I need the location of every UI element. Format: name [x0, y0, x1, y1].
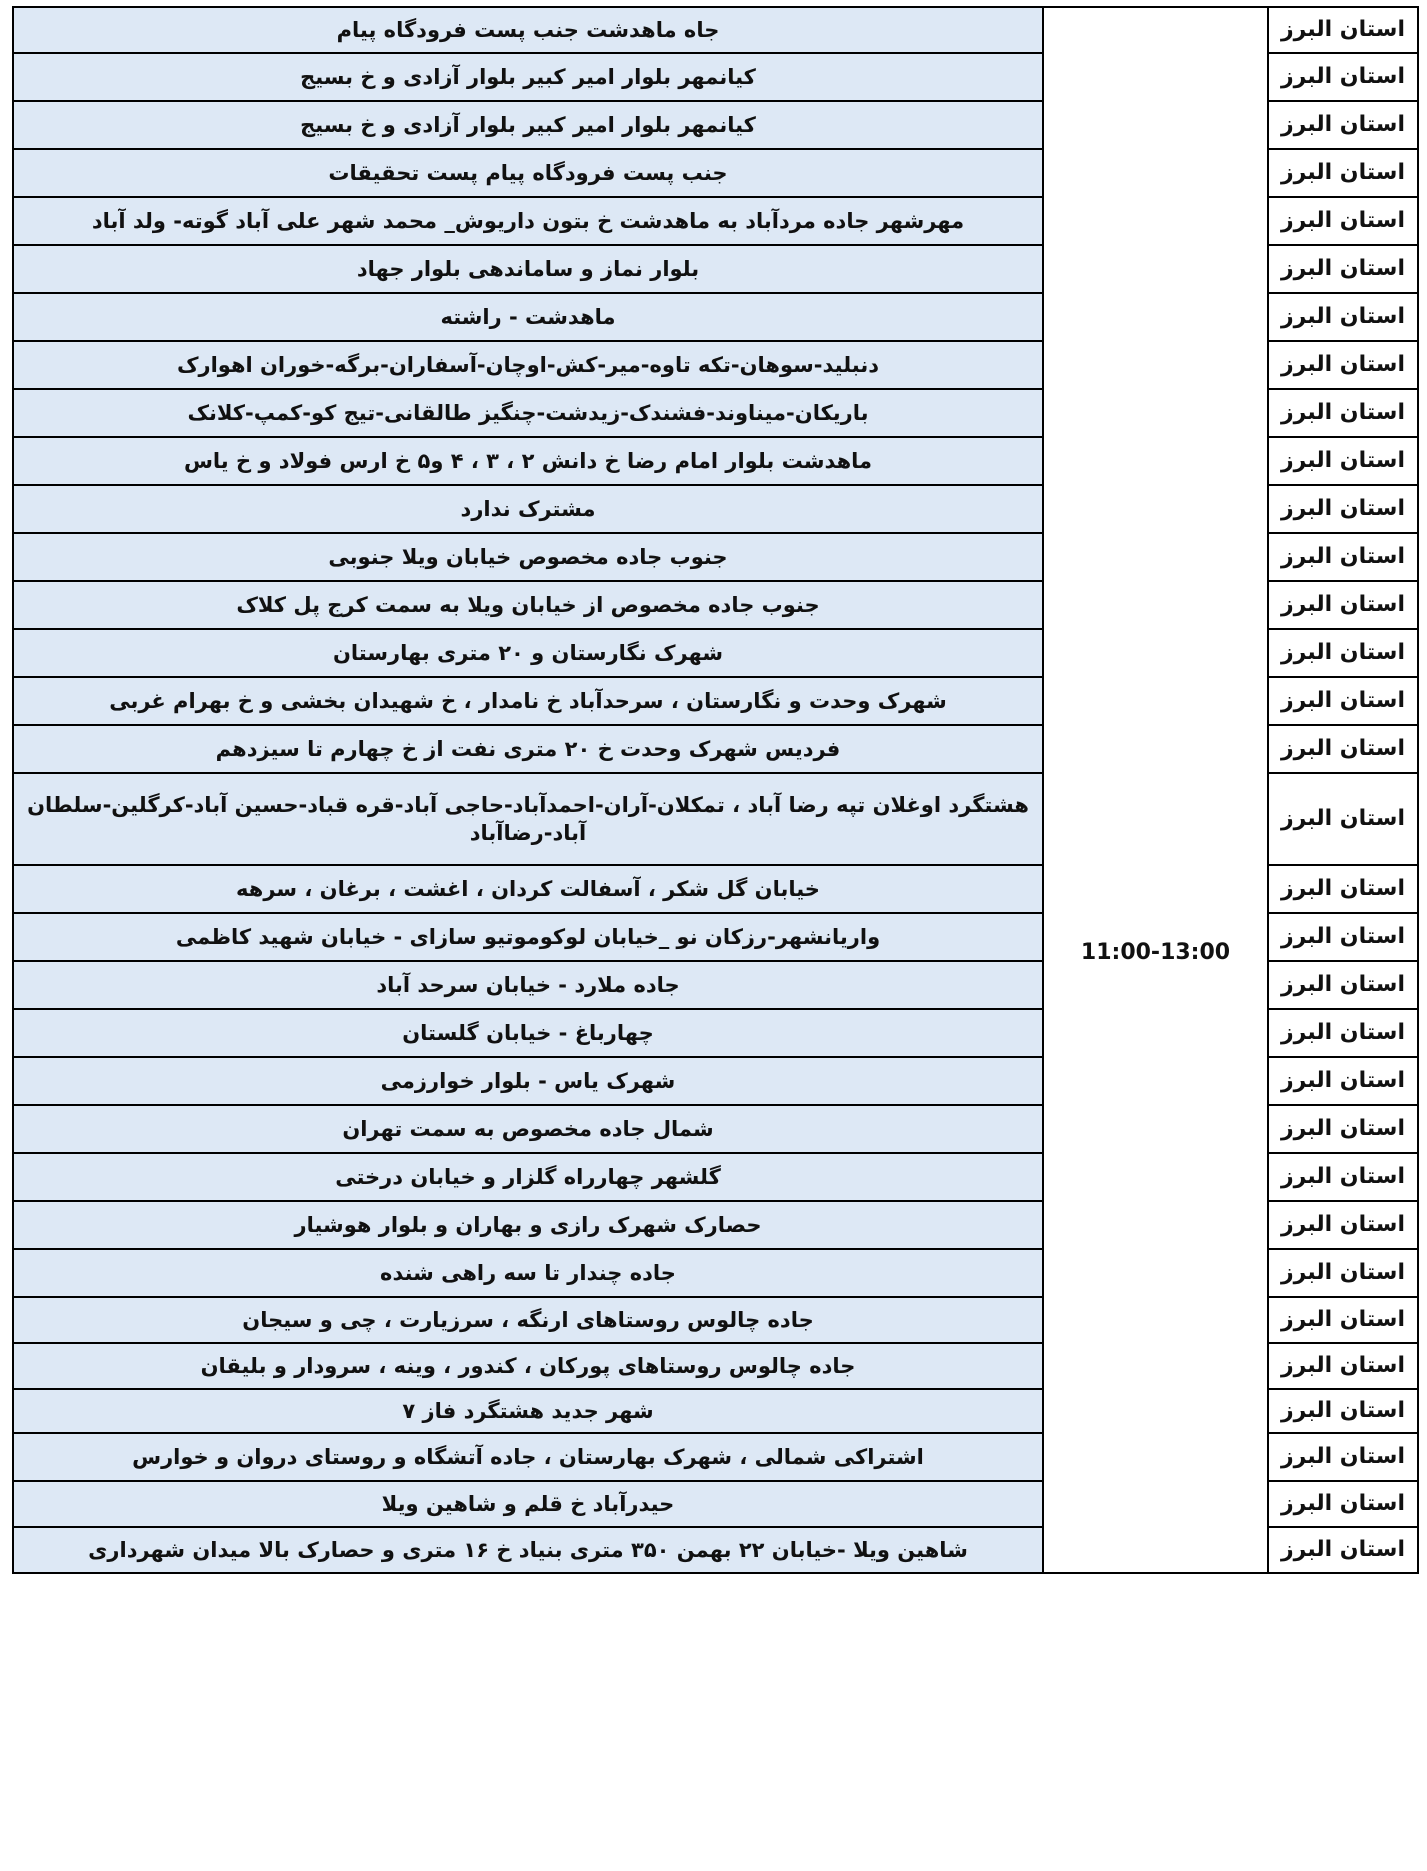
- area-cell: جاده چالوس روستاهای پورکان ، کندور ، وینه ، سرودار و بلیقان: [13, 1343, 1043, 1389]
- province-cell: استان البرز: [1268, 1105, 1418, 1153]
- area-cell: شهرک وحدت و نگارستان ، سرحدآباد خ نامدار ، خ شهیدان بخشی و خ بهرام غربی: [13, 677, 1043, 725]
- area-cell: خیابان گل شکر ، آسفالت کردان ، اغشت ، برغان ، سرهه: [13, 865, 1043, 913]
- area-cell: کیانمهر بلوار امیر کبیر بلوار آزادی و خ بسیج: [13, 53, 1043, 101]
- area-cell: جنب پست فرودگاه پیام پست تحقیقات: [13, 149, 1043, 197]
- area-cell: فردیس شهرک وحدت خ ۲۰ متری نفت از خ چهارم تا سیزدهم: [13, 725, 1043, 773]
- province-cell: استان البرز: [1268, 293, 1418, 341]
- area-cell: جاه ماهدشت جنب پست فرودگاه پیام: [13, 7, 1043, 53]
- area-cell: ماهدشت - راشته: [13, 293, 1043, 341]
- province-cell: استان البرز: [1268, 725, 1418, 773]
- province-cell: استان البرز: [1268, 197, 1418, 245]
- province-cell: استان البرز: [1268, 581, 1418, 629]
- area-cell: باریکان-میناوند-فشندک-زیدشت-چنگیز طالقانی-تیج کو-کمپ-کلانک: [13, 389, 1043, 437]
- province-cell: استان البرز: [1268, 1057, 1418, 1105]
- province-cell: استان البرز: [1268, 1249, 1418, 1297]
- area-cell: شهرک یاس - بلوار خوارزمی: [13, 1057, 1043, 1105]
- area-cell: مهرشهر جاده مردآباد به ماهدشت خ بتون داریوش_ محمد شهر علی آباد گوته- ولد آباد: [13, 197, 1043, 245]
- province-cell: استان البرز: [1268, 1527, 1418, 1573]
- province-cell: استان البرز: [1268, 1153, 1418, 1201]
- table-row: [13, 7, 1418, 53]
- area-cell: شمال جاده مخصوص به سمت تهران: [13, 1105, 1043, 1153]
- province-cell: استان البرز: [1268, 1343, 1418, 1389]
- area-cell: شاهین ویلا -خیابان ۲۲ بهمن ۳۵۰ متری بنیاد خ ۱۶ متری و حصارک بالا میدان شهرداری: [13, 1527, 1043, 1573]
- province-cell: استان البرز: [1268, 533, 1418, 581]
- area-cell: جاده چندار تا سه راهی شنده: [13, 1249, 1043, 1297]
- area-cell: مشترک ندارد: [13, 485, 1043, 533]
- province-cell: استان البرز: [1268, 245, 1418, 293]
- province-cell: استان البرز: [1268, 1389, 1418, 1433]
- province-cell: استان البرز: [1268, 437, 1418, 485]
- province-cell: استان البرز: [1268, 1201, 1418, 1249]
- area-cell: جاده چالوس روستاهای ارنگه ، سرزیارت ، چی و سیجان: [13, 1297, 1043, 1343]
- province-cell: استان البرز: [1268, 913, 1418, 961]
- province-cell: استان البرز: [1268, 773, 1418, 865]
- outage-schedule-table: [12, 6, 1419, 1574]
- province-cell: استان البرز: [1268, 7, 1418, 53]
- area-cell: بلوار نماز و ساماندهی بلوار جهاد: [13, 245, 1043, 293]
- province-cell: استان البرز: [1268, 865, 1418, 913]
- province-cell: استان البرز: [1268, 677, 1418, 725]
- time-range-label: 11:00-13:00: [1080, 940, 1231, 965]
- area-cell: شهر جدید هشتگرد فاز ۷: [13, 1389, 1043, 1433]
- area-cell: واریانشهر-رزکان نو _خیابان لوکوموتیو سازای - خیابان شهید کاظمی: [13, 913, 1043, 961]
- time-range-cell: [1043, 7, 1268, 1573]
- area-cell: چهارباغ - خیابان گلستان: [13, 1009, 1043, 1057]
- area-cell: ماهدشت بلوار امام رضا خ دانش ۲ ، ۳ ، ۴ و۵ خ ارس فولاد و خ یاس: [13, 437, 1043, 485]
- area-cell: شهرک نگارستان و ۲۰ متری بهارستان: [13, 629, 1043, 677]
- area-cell: کیانمهر بلوار امیر کبیر بلوار آزادی و خ بسیج: [13, 101, 1043, 149]
- province-cell: استان البرز: [1268, 961, 1418, 1009]
- province-cell: استان البرز: [1268, 1481, 1418, 1527]
- province-cell: استان البرز: [1268, 629, 1418, 677]
- area-cell: حصارک شهرک رازی و بهاران و بلوار هوشیار: [13, 1201, 1043, 1249]
- area-cell: گلشهر چهارراه گلزار و خیابان درختی: [13, 1153, 1043, 1201]
- province-cell: استان البرز: [1268, 1297, 1418, 1343]
- area-cell: جنوب جاده مخصوص از خیابان ویلا به سمت کرج پل کلاک: [13, 581, 1043, 629]
- province-cell: استان البرز: [1268, 149, 1418, 197]
- area-cell: جاده ملارد - خیابان سرحد آباد: [13, 961, 1043, 1009]
- province-cell: استان البرز: [1268, 485, 1418, 533]
- province-cell: استان البرز: [1268, 1433, 1418, 1481]
- area-cell: هشتگرد اوغلان تپه رضا آباد ، تمکلان-آران-احمدآباد-حاجی آباد-قره قباد-حسین آباد-کرگلین-سلطان آباد-رضاآباد: [13, 773, 1043, 865]
- province-cell: استان البرز: [1268, 53, 1418, 101]
- table-body: [13, 7, 1418, 1573]
- area-cell: اشتراکی شمالی ، شهرک بهارستان ، جاده آتشگاه و روستای دروان و خوارس: [13, 1433, 1043, 1481]
- province-cell: استان البرز: [1268, 389, 1418, 437]
- area-cell: حیدرآباد خ قلم و شاهین ویلا: [13, 1481, 1043, 1527]
- area-cell: جنوب جاده مخصوص خیابان ویلا جنوبی: [13, 533, 1043, 581]
- province-cell: استان البرز: [1268, 341, 1418, 389]
- province-cell: استان البرز: [1268, 1009, 1418, 1057]
- province-cell: استان البرز: [1268, 101, 1418, 149]
- area-cell: دنبلید-سوهان-تکه تاوه-میر-کش-اوچان-آسفاران-برگه-خوران اهوارک: [13, 341, 1043, 389]
